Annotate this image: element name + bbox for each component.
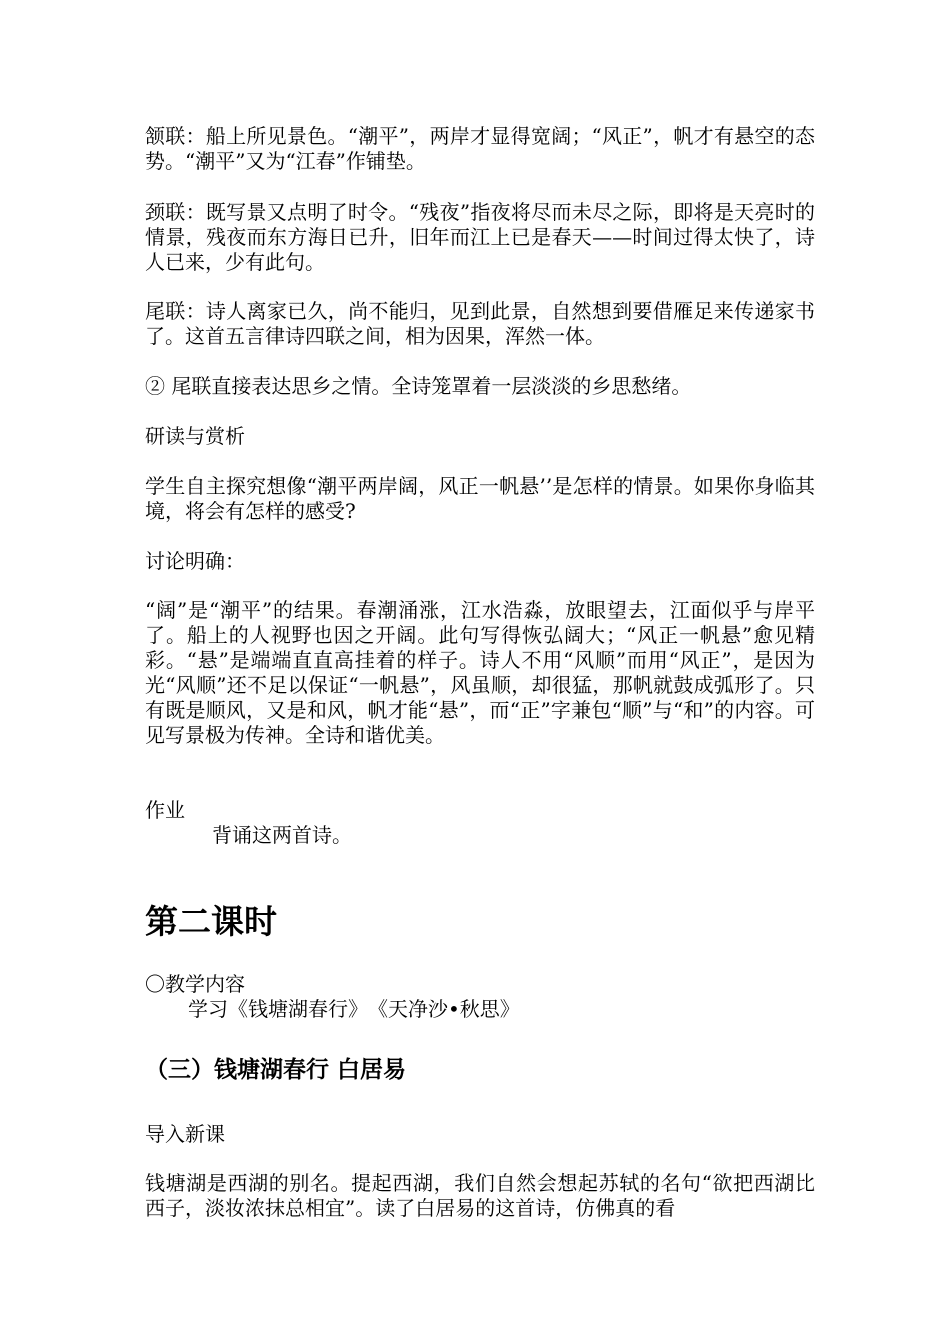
point2-paragraph: ② 尾联直接表达思乡之情。全诗笼罩着一层淡淡的乡思愁绪。	[145, 374, 692, 398]
jinglian-paragraph: 颈联：既写景又点明了时令。“残夜”指夜将尽而未尽之际，即将是天亮时的情景，残夜而东方海日已升，旧年而江上已是春天——时间过得太快了，诗人已来，少有此句。	[145, 200, 815, 274]
intro-label: 导入新课	[145, 1122, 225, 1146]
poem3-title: （三）钱塘湖春行 白居易	[145, 1057, 407, 1083]
homework-label: 作业	[145, 798, 185, 822]
content-label: 〇教学内容	[145, 972, 245, 996]
discussion-paragraph: “阔”是“潮平”的结果。春潮涌涨，江水浩淼，放眼望去，江面似乎与岸平了。船上的人视野也因之开阔。此句写得恢弘阔大；“风正一帆悬”愈见精彩。“悬”是端端直直高挂着的样子。诗人不用“风顺”而用“风正”，是因为光“风顺”还不足以保证“一帆悬”，风虽顺，却很猛，那帆就鼓成弧形了。只有既是顺风，又是和风，帆才能“悬”，而“正”字兼包“顺”与“和”的内容。可见写景极为传神。全诗和谐优美。	[145, 598, 815, 747]
intro-paragraph: 钱塘湖是西湖的别名。提起西湖，我们自然会想起苏轼的名句“欲把西湖比西子，淡妆浓抹总相宜”。读了白居易的这首诗，仿佛真的看	[145, 1171, 815, 1220]
weilian-paragraph: 尾联：诗人离家已久，尚不能归，见到此景，自然想到要借雁足来传递家书了。这首五言律诗四联之间，相为因果，浑然一体。	[145, 299, 815, 348]
question-paragraph: 学生自主探究想像“潮平两岸阔，风正一帆悬’’是怎样的情景。如果你身临其境，将会有怎样的感受?	[145, 474, 815, 523]
homework-text: 背诵这两首诗。	[212, 823, 352, 847]
discussion-label: 讨论明确：	[145, 549, 245, 573]
content-text: 学习《钱塘湖春行》 《天净沙•秋思》	[188, 997, 520, 1021]
lesson2-title: 第二课时	[145, 902, 277, 941]
hanlian-paragraph: 颔联：船上所见景色。“潮平”，两岸才显得宽阔；“风正”，帆才有悬空的态势。“潮平”又为“江春”作铺垫。	[145, 124, 815, 173]
yandu-heading: 研读与赏析	[145, 424, 245, 448]
